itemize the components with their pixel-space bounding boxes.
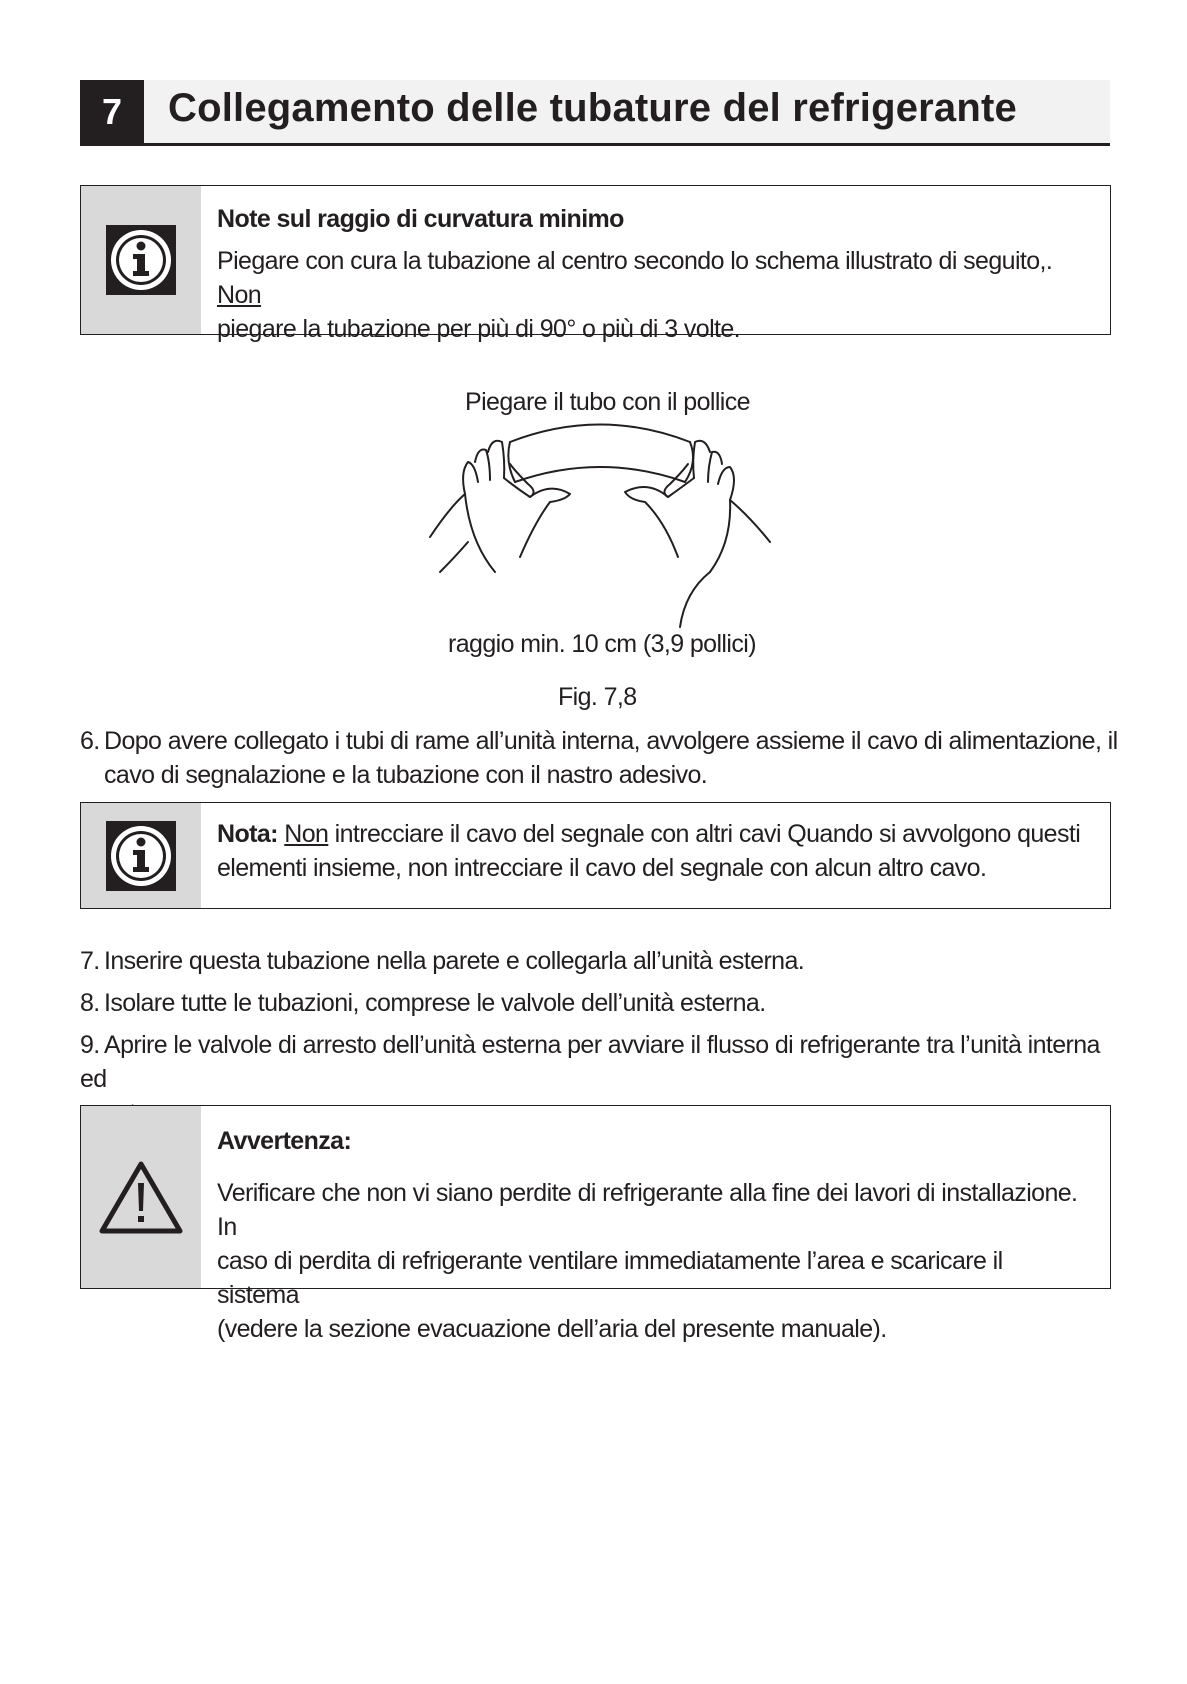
note-bending-title: Note sul raggio di curvatura minimo <box>217 205 624 233</box>
note-bending-underlined: Non <box>217 281 262 309</box>
note-cable-icon-column <box>81 803 201 908</box>
info-icon <box>106 821 176 891</box>
info-icon <box>106 225 176 295</box>
step-9-line1: Aprire le valvole di arresto dell’unità esterna per avviare il flusso di refrigerante tra l’unità interna ed <box>80 1031 1100 1093</box>
step-6-number: 6. <box>80 727 100 755</box>
step-7-number: 7. <box>80 947 100 975</box>
warning-icon-column <box>81 1106 201 1288</box>
note-bending-body <box>201 186 1110 343</box>
note-cable-box <box>80 802 1111 909</box>
note-cable-line1-rest: intrecciare il cavo del segnale con altri cavi Quando si avvolgono questi <box>328 820 1081 848</box>
note-cable-label: Nota: <box>217 820 278 848</box>
list-item-step-8 <box>80 986 1120 1020</box>
figure-caption: Fig. 7,8 <box>558 683 637 711</box>
warning-triangle-icon <box>98 1159 184 1235</box>
note-bending-line1 <box>217 244 1090 312</box>
warning-line3: (vedere la sezione evacuazione dell’aria del presente manuale). <box>217 1315 887 1343</box>
note-bending-box <box>80 185 1111 343</box>
page-title: Collegamento delle tubature del refrigerante <box>168 86 1017 130</box>
step-8-number: 8. <box>80 989 100 1017</box>
hands-bending-pipe-illustration <box>420 422 780 632</box>
list-item-step-6 <box>80 724 1120 792</box>
note-bending-line2: piegare la tubazione per più di 90° o più di 3 volte. <box>217 315 741 343</box>
note-cable-body <box>201 803 1100 908</box>
warning-line2: caso di perdita di refrigerante ventilare immediatamente l’area e scaricare il sistema <box>217 1247 1003 1309</box>
figure-top-label: Piegare il tubo con il pollice <box>465 388 750 416</box>
step-6-line1: Dopo avere collegato i tubi di rame all’unità interna, avvolgere assieme il cavo di alimentazione, il <box>104 727 1118 755</box>
warning-title: Avvertenza: <box>217 1127 352 1155</box>
section-header <box>80 80 1110 146</box>
warning-box <box>80 1105 1111 1343</box>
note-icon-column <box>81 186 201 334</box>
warning-body <box>201 1106 1110 1343</box>
step-8-text: Isolare tutte le tubazioni, comprese le valvole dell’unità esterna. <box>104 989 766 1017</box>
list-item-step-7 <box>80 944 1120 978</box>
note-cable-line1 <box>217 817 1080 851</box>
step-7-text: Inserire questa tubazione nella parete e collegarla all’unità esterna. <box>104 947 805 975</box>
figure-bottom-label: raggio min. 10 cm (3,9 pollici) <box>448 630 756 658</box>
chapter-number: 7 <box>80 80 144 143</box>
warning-line1: Verificare che non vi siano perdite di refrigerante alla fine dei lavori di installazione. In <box>217 1179 1078 1241</box>
step-6-line2: cavo di segnalazione e la tubazione con il nastro adesivo. <box>104 761 708 789</box>
note-bending-text: Piegare con cura la tubazione al centro secondo lo schema illustrato di seguito,. <box>217 247 1053 275</box>
note-cable-line2: elementi insieme, non intrecciare il cavo del segnale con alcun altro cavo. <box>217 854 987 882</box>
step-9-number: 9. <box>80 1031 100 1059</box>
note-cable-underlined: Non <box>284 820 329 848</box>
